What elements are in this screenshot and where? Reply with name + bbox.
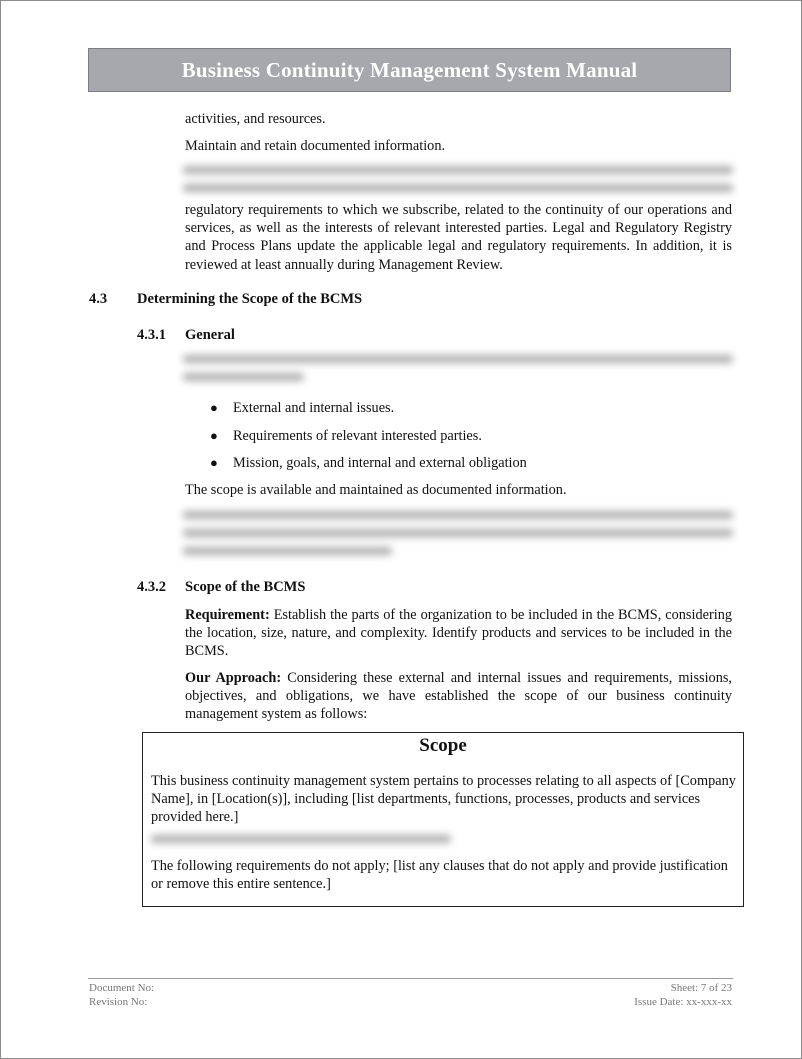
blurred-text xyxy=(183,166,733,202)
body-text-line: activities, and resources. xyxy=(185,111,326,127)
blurred-text xyxy=(183,511,733,561)
footer-issue-date: Issue Date: xx-xxx-xx xyxy=(634,996,732,1008)
scope-note: The scope is available and maintained as documented information. xyxy=(185,482,567,498)
bullet-icon: ● xyxy=(210,455,218,470)
requirement-label: Requirement: xyxy=(185,607,270,623)
scope-text: This business continuity management system pertains to processes relating to all aspects of [Company Name], in [Location(s)], including [list departments, functions, processes, products and services provided here.] xyxy=(151,773,736,825)
list-item: ● External and internal issues. xyxy=(210,400,395,416)
blurred-text xyxy=(183,355,733,391)
blurred-text xyxy=(151,835,451,849)
approach-text: Considering these external and internal issues and requirements, missions, objectives, and obligations, we have established the scope of our business continuity management system as follows: xyxy=(185,670,732,723)
footer-revision-no: Revision No: xyxy=(89,996,148,1008)
footer-document-no: Document No: xyxy=(89,982,155,994)
section-number: 4.3 xyxy=(89,291,108,307)
bullet-icon: ● xyxy=(210,428,218,443)
list-item: ● Requirements of relevant interested parties. xyxy=(210,428,482,444)
section-title: Determining the Scope of the BCMS xyxy=(137,291,363,307)
document-header: Business Continuity Management System Manual xyxy=(88,48,731,92)
approach-paragraph: regulatory requirements to which we subscribe, related to the continuity of our operations and services, as well as the interests of relevant interested parties. Legal and Regulatory Registry and Process Plans update the applicable legal and regulatory requirements. In addition, it is reviewed at least annually during Management Review. xyxy=(185,202,732,273)
subsection-title: Scope of the BCMS xyxy=(185,579,306,595)
subsection-number: 4.3.2 xyxy=(137,579,166,595)
subsection-number: 4.3.1 xyxy=(137,327,166,343)
subsection-title: General xyxy=(185,327,235,343)
scope-title: Scope xyxy=(419,735,467,756)
scope-box xyxy=(142,732,744,907)
requirement-paragraph xyxy=(185,606,732,661)
footer-sheet: Sheet: 7 of 23 xyxy=(670,982,732,994)
requirement-text: Establish the parts of the organization to be included in the BCMS, considering the location, size, nature, and complexity. Identify products and services to be included in the BCMS. xyxy=(185,607,732,660)
footer-divider xyxy=(88,978,733,979)
list-item: ● Mission, goals, and internal and external obligation xyxy=(210,455,527,471)
bullet-icon: ● xyxy=(210,400,218,415)
approach-label: Our Approach: xyxy=(185,670,282,686)
body-text-line: Maintain and retain documented information. xyxy=(185,138,446,154)
scope-exclusions-text: The following requirements do not apply; [list any clauses that do not apply and provide justification or remove this entire sentence.] xyxy=(151,858,728,892)
approach-paragraph xyxy=(185,669,732,724)
